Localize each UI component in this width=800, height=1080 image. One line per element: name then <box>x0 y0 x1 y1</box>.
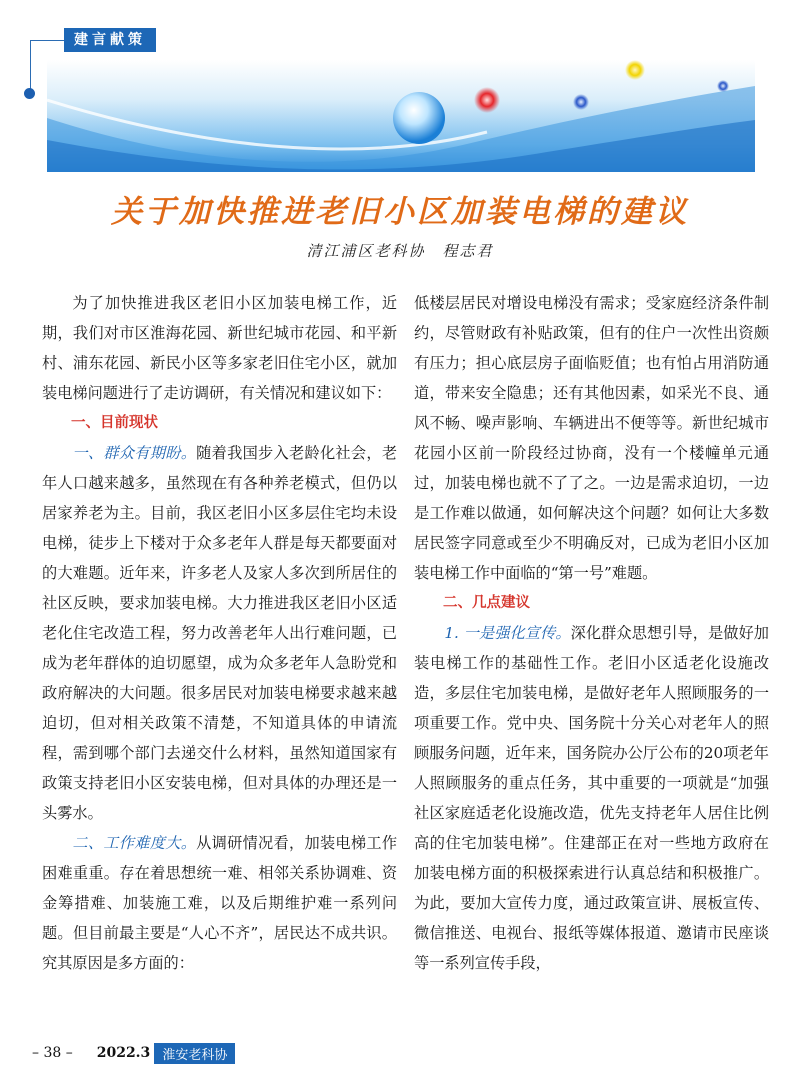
page-footer <box>32 1041 235 1065</box>
header-banner <box>47 60 755 172</box>
lead-work-difficulty: 二、工作难度大。 <box>72 834 197 852</box>
body-publicity: 深化群众思想引导，是做好加装电梯工作的基础性工作。老旧小区适老化设施改造，多层住宅加装电梯，是做好老年人照顾服务的一项重要工作。党中央、国务院十分关心对老年人的照顾服务问题，近年来，国务院办公厅公布的20项老年人照顾服务的重点任务，其中重要的一项就是“加强社区家庭适老化设施改造，优先支持老年人居住比例高的住宅加装电梯”。住建部正在对一些地方政府在加装电梯方面的积极探索进行认真总结和积极推广。为此，要加大宣传力度，通过政策宣讲、展板宣传、微信推送、电视台、报纸等媒体报道、邀请市民座谈等一系列宣传手段， <box>414 624 769 972</box>
intro-paragraph: 为了加快推进我区老旧小区加装电梯工作，近期，我们对市区淮海花园、新世纪城市花园、和平新村、浦东花园、新民小区等多家老旧住宅小区，就加装电梯问题进行了走访调研，有关情况和建议如下： <box>42 294 397 402</box>
frame-dot <box>24 88 35 99</box>
banner-art <box>47 60 755 172</box>
left-column <box>42 288 397 978</box>
page-number: – 38 – <box>32 1045 73 1061</box>
right-column <box>414 288 769 978</box>
issue-number: 2022.3 <box>96 1045 151 1061</box>
lead-publicity: 1. 一是强化宣传。 <box>444 624 571 642</box>
article-title: 关于加快推进老旧小区加装电梯的建议 <box>111 194 689 230</box>
heading-current-status: 一、目前现状 <box>71 415 158 431</box>
article-byline: 清江浦区老科协 程志君 <box>306 242 494 260</box>
magazine-name: 淮安老科协 <box>154 1043 235 1064</box>
heading-suggestions: 二、几点建议 <box>443 595 530 611</box>
section-tag: 建言献策 <box>64 28 156 52</box>
paragraph-publicity <box>414 618 769 978</box>
continued-paragraph: 低楼层居民对增设电梯没有需求；受家庭经济条件制约，尽管财政有补贴政策，但有的住户一次性出资颇有压力；担心底层房子面临贬值；也有怕占用消防通道，带来安全隐患；还有其他因素，如采光不良、通风不畅、噪声影响、车辆进出不便等等。新世纪城市花园小区前一阶段经过协商，没有一个楼幢单元通过，加装电梯也就不了了之。一边是需求迫切，一边是工作难以做通，如何解决这个问题？如何让大多数居民签字同意或至少不明确反对，已成为老旧小区加装电梯工作中面临的“第一号”难题。 <box>414 294 769 582</box>
paragraph-public-expectation <box>42 438 397 828</box>
paragraph-work-difficulty <box>42 828 397 978</box>
body-public-expectation: 随着我国步入老龄化社会，老年人口越来越多，虽然现在有各种养老模式，但仍以居家养老为主。目前，我区老旧小区多层住宅均未设电梯，徒步上下楼对于众多老年人群是每天都要面对的大难题。近年来，许多老人及家人多次到所居住的社区反映，要求加装电梯。大力推进我区老旧小区适老化住宅改造工程，努力改善老年人出行难问题，已成为老年群体的迫切愿望，成为众多老年人急盼党和政府解决的大问题。很多居民对加装电梯要求越来越迫切，但对相关政策不清楚，不知道具体的申请流程，需到哪个部门去递交什么材料，虽然知道国家有政策支持老旧小区安装电梯，但对具体的办理还是一头雾水。 <box>42 444 398 822</box>
body-work-difficulty: 从调研情况看，加装电梯工作困难重重。存在着思想统一难、相邻关系协调难、资金筹措难、加装施工难，以及后期维护难一系列问题。但目前最主要是“人心不齐”，居民达不成共识。究其原因是多方面的： <box>42 834 398 972</box>
lead-public-expectation: 一、群众有期盼。 <box>72 444 197 462</box>
